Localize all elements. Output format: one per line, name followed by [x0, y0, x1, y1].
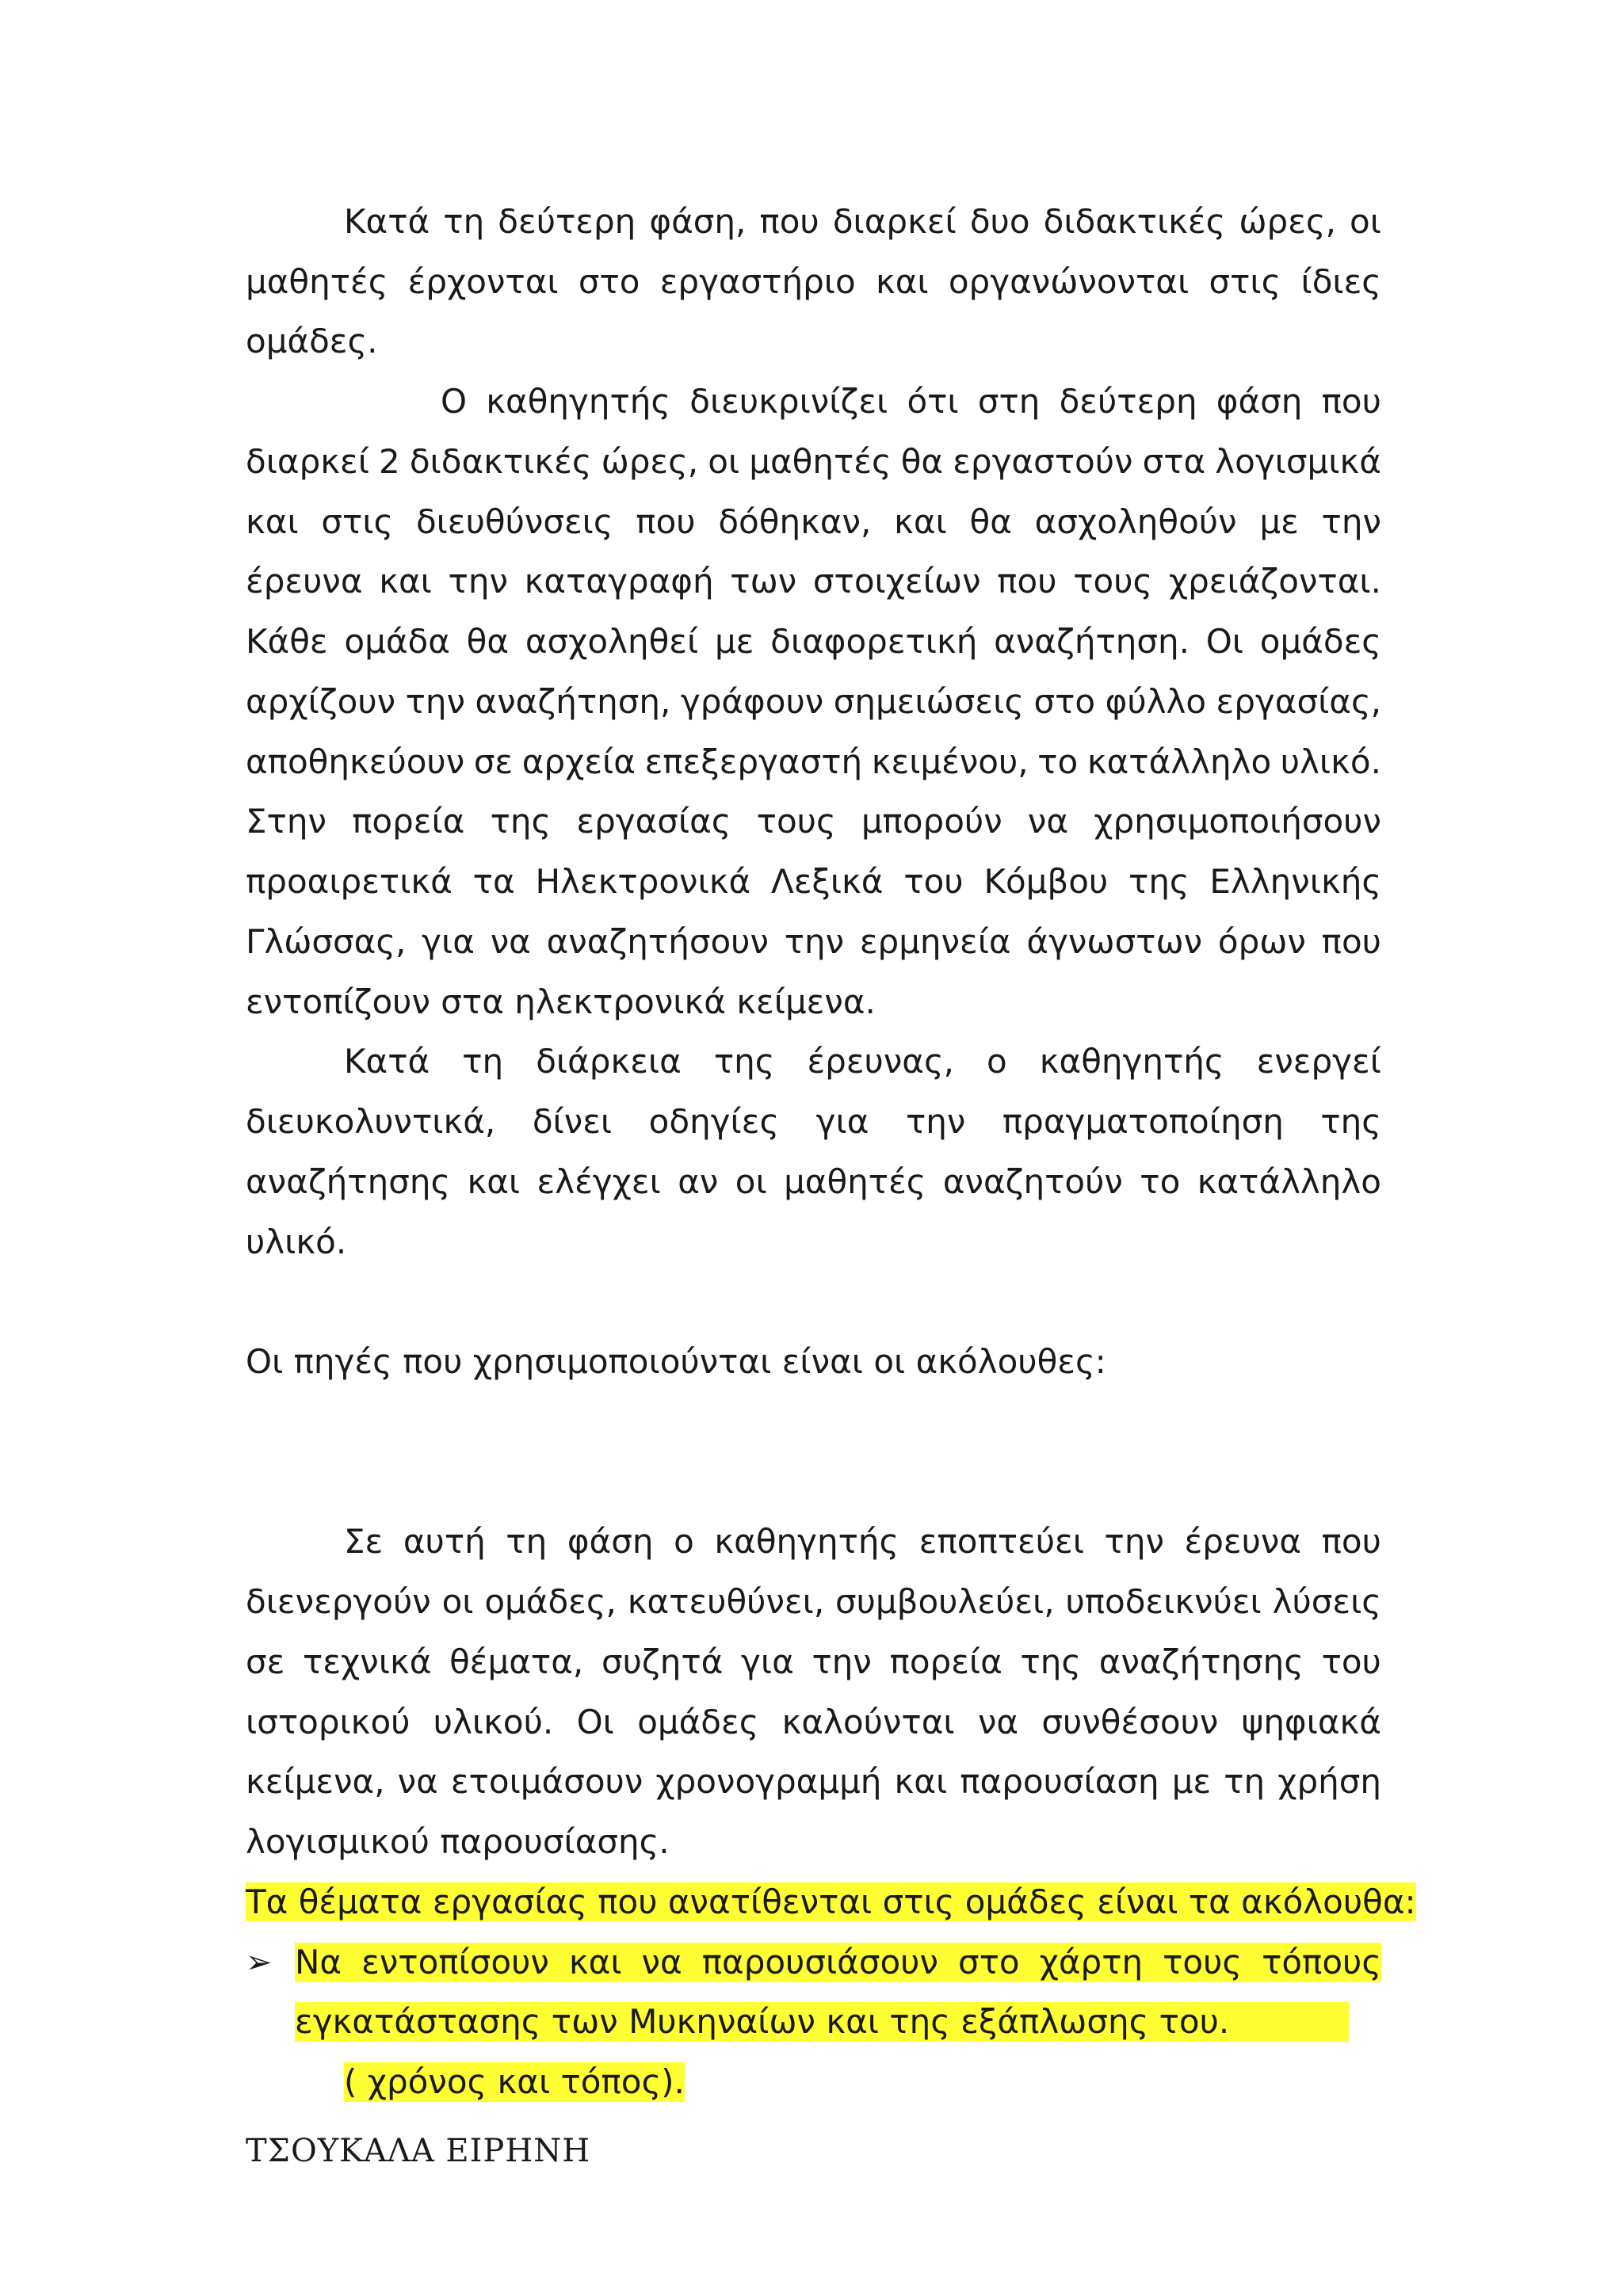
word: διαρκεί	[246, 442, 369, 481]
word: Λεξικά	[770, 862, 884, 901]
word: και	[568, 1943, 622, 1981]
word: δεύτερη	[498, 202, 636, 241]
word: εποπτεύει	[918, 1522, 1084, 1561]
word: φάση	[1216, 382, 1303, 421]
word: 2	[379, 442, 400, 481]
word: αναζήτησης	[1098, 1642, 1304, 1681]
word: τόπους	[1262, 1943, 1381, 1981]
word: φάση	[567, 1522, 654, 1561]
word: οδηγίες	[648, 1102, 780, 1141]
word: ενεργεί	[1256, 1042, 1381, 1081]
text-line	[246, 1703, 1381, 1742]
word: αυτή	[403, 1522, 486, 1561]
word: διευθύνσεις	[415, 502, 613, 541]
word: λογισμικά	[1215, 442, 1381, 481]
word: αναζητούν	[942, 1162, 1123, 1201]
word: ο	[987, 1042, 1007, 1081]
word: όρων	[1217, 922, 1306, 961]
word: στο	[578, 262, 640, 301]
word: για	[815, 1102, 869, 1141]
word: φύλλο	[1105, 682, 1207, 721]
text-line	[246, 922, 1381, 962]
word: αναζήτηση.	[994, 622, 1190, 661]
word: ομάδα	[344, 622, 450, 661]
word: χρήση	[1277, 1762, 1381, 1801]
word: επεξεργαστή	[644, 742, 863, 781]
word: διευκολυντικά,	[246, 1102, 496, 1141]
word: τη	[443, 202, 485, 241]
word: ασχοληθεί	[525, 622, 699, 661]
text-line	[246, 1582, 1381, 1622]
word: την	[812, 1642, 872, 1681]
word: για	[422, 922, 475, 961]
word: χρησιμοποιήσουν	[1094, 802, 1381, 841]
word: τους	[1073, 562, 1153, 601]
word: το	[1037, 742, 1079, 781]
word: διάρκεια	[536, 1042, 682, 1081]
word: δόθηκαν,	[718, 502, 872, 541]
word: ώρες,	[1239, 202, 1336, 241]
word: ερμηνεία	[859, 922, 1011, 961]
word: σε	[246, 1642, 285, 1681]
word: με	[1259, 502, 1299, 541]
text-line	[344, 202, 1381, 242]
word: αρχίζουν	[246, 682, 396, 721]
word: ψηφιακά	[1241, 1703, 1381, 1741]
word: της	[490, 802, 552, 841]
word: στοιχείων	[812, 562, 981, 601]
word: υποδεικνύει	[1065, 1582, 1262, 1621]
word: χάρτη	[1039, 1943, 1144, 1981]
word: το	[1140, 1162, 1181, 1201]
text-line	[246, 682, 1381, 722]
word: θα	[969, 502, 1012, 541]
bullet-tail-text: ( χρόνος και τόπος).	[344, 2062, 685, 2101]
word: Να	[295, 1943, 342, 1981]
word: κειμένου,	[871, 742, 1029, 781]
word: που	[1321, 1522, 1381, 1561]
bullet-line-1	[295, 1943, 1381, 1982]
word: να	[490, 922, 531, 961]
word: την	[784, 922, 845, 961]
word: εργαστούν	[953, 442, 1133, 481]
text-line	[246, 562, 1381, 601]
text-line	[441, 382, 1381, 421]
word: διδακτικές	[409, 442, 592, 481]
word: αν	[678, 1162, 719, 1201]
word: ίδιες	[1300, 262, 1381, 301]
word: μαθητές	[246, 262, 388, 301]
text-line: λογισμικού παρουσίασης.	[246, 1822, 670, 1861]
text-line	[246, 502, 1381, 542]
word: αναζήτησης	[246, 1162, 451, 1201]
word: θα	[900, 442, 944, 481]
word: την	[1104, 1522, 1164, 1561]
word: Στην	[246, 802, 327, 841]
word: καθηγητής	[714, 1522, 899, 1561]
word: που	[636, 502, 696, 541]
word: καλούνται	[781, 1703, 955, 1741]
word: ιστορικού	[246, 1703, 411, 1741]
word: έρχονται	[407, 262, 559, 301]
word: άγνωστων	[1026, 922, 1203, 961]
word: στο	[957, 1943, 1020, 1981]
word: εργασίας,	[1216, 682, 1381, 721]
word: κατευθύνει,	[627, 1582, 825, 1621]
word: δυο	[969, 202, 1030, 241]
word: και	[894, 502, 947, 541]
word: που	[997, 562, 1057, 601]
word: ασχοληθούν	[1034, 502, 1237, 541]
word: Οι	[1205, 622, 1243, 661]
word: του	[1321, 1642, 1381, 1681]
word: εργαστήριο	[659, 262, 856, 301]
word: δεύτερη	[1059, 382, 1197, 421]
word: και	[894, 1762, 948, 1801]
bullet-line-2: εγκατάστασης των Μυκηναίων και της εξάπλωσης του.	[295, 2002, 1349, 2042]
word: με	[714, 622, 754, 661]
word: του	[903, 862, 964, 901]
word: ώρες,	[601, 442, 699, 481]
word: Σε	[344, 1522, 384, 1561]
word: πραγματοποίηση	[1002, 1102, 1284, 1141]
word: παρουσιάσουν	[701, 1943, 938, 1981]
word: που	[1321, 382, 1381, 421]
word: φάση,	[649, 202, 747, 241]
word: χρειάζονται.	[1168, 562, 1381, 601]
word: αναζήτηση,	[475, 682, 671, 721]
word: θέματα,	[449, 1642, 584, 1681]
word: δίνει	[532, 1102, 613, 1141]
word: διαρκεί	[832, 202, 957, 241]
word: υλικό.	[1280, 742, 1381, 781]
word: λύσεις	[1272, 1582, 1381, 1621]
word: Ο	[441, 382, 468, 421]
word: της	[1128, 862, 1190, 901]
word: αρχεία	[521, 742, 636, 781]
word: Κόμβου	[983, 862, 1109, 901]
word: οι	[441, 1582, 474, 1621]
text-line	[246, 262, 1381, 302]
word: Κατά	[344, 202, 430, 241]
text-line	[246, 1162, 1381, 1202]
word: και	[246, 502, 299, 541]
text-line: εντοπίζουν στα ηλεκτρονικά κείμενα.	[246, 982, 876, 1021]
word: τη	[462, 1042, 504, 1081]
word: αναζητήσουν	[546, 922, 769, 961]
word: Ελληνικής	[1209, 862, 1381, 901]
word: υλικού.	[433, 1703, 554, 1741]
word: μαθητές	[784, 1162, 926, 1201]
word: ομάδες	[1259, 622, 1381, 661]
word: να	[641, 1943, 682, 1981]
word: γράφουν	[680, 682, 824, 721]
word: που	[1321, 922, 1381, 961]
highlight-heading-text: Τα θέματα εργασίας που ανατίθενται στις ομάδες είναι τα ακόλουθα:	[246, 1882, 1416, 1921]
word: διενεργούν	[246, 1582, 431, 1621]
word: καθηγητής	[486, 382, 671, 421]
text-line	[246, 1762, 1381, 1802]
word: την	[1321, 502, 1381, 541]
word: χρονογραμμή	[655, 1762, 882, 1801]
word: με	[1171, 1762, 1212, 1801]
word: τους	[1163, 1943, 1243, 1981]
word: κείμενα,	[246, 1762, 385, 1801]
word: και	[467, 1162, 521, 1201]
word: να	[977, 1703, 1019, 1741]
word: συνθέσουν	[1041, 1703, 1219, 1741]
word: να	[1027, 802, 1069, 841]
word: και	[875, 262, 929, 301]
word: ομάδες,	[484, 1582, 617, 1621]
word: για	[741, 1642, 794, 1681]
text-line	[246, 622, 1381, 662]
word: αποθηκεύουν	[246, 742, 465, 781]
word: πορεία	[889, 1642, 1002, 1681]
word: συμβουλεύει,	[835, 1582, 1055, 1621]
text-line	[246, 802, 1381, 841]
word: κατάλληλο	[1197, 1162, 1381, 1201]
word: οι	[1350, 202, 1381, 241]
highlight-heading	[246, 1882, 1416, 1922]
word: της	[713, 1042, 775, 1081]
word: κατάλληλο	[1086, 742, 1272, 781]
text-line: υλικό.	[246, 1222, 347, 1261]
word: έρευνα	[1184, 1522, 1302, 1561]
word: στις	[1209, 262, 1281, 301]
word: να	[397, 1762, 438, 1801]
word: τα	[472, 862, 515, 901]
word: διευκρινίζει	[689, 382, 888, 421]
word: έρευνα	[246, 562, 363, 601]
text-line	[344, 1042, 1381, 1081]
word: διαφορετική	[770, 622, 978, 661]
word: και	[379, 562, 432, 601]
word: εντοπίσουν	[361, 1943, 549, 1981]
word: μαθητές	[749, 442, 892, 481]
word: σε	[473, 742, 514, 781]
text-line	[344, 1522, 1381, 1562]
word: μπορούν	[861, 802, 1002, 841]
word: οργανώνονται	[948, 262, 1190, 301]
word: προαιρετικά	[246, 862, 453, 901]
word: Κατά	[344, 1042, 430, 1081]
word: θα	[466, 622, 510, 661]
word: πορεία	[352, 802, 465, 841]
word: στις	[321, 502, 394, 541]
text-line	[246, 742, 1381, 782]
word: στη	[977, 382, 1041, 421]
word: την	[905, 1102, 966, 1141]
text-line: Οι πηγές που χρησιμοποιούνται είναι οι ακόλουθες:	[246, 1342, 1106, 1381]
word: παρουσίαση	[960, 1762, 1159, 1801]
word: οι	[708, 442, 740, 481]
word: που	[759, 202, 819, 241]
word: οι	[735, 1162, 767, 1201]
word: ετοιμάσουν	[450, 1762, 643, 1801]
word: στο	[1033, 682, 1096, 721]
arrow-bullet-icon: ➢	[246, 1944, 273, 1981]
word: συζητά	[601, 1642, 724, 1681]
word: της	[1320, 1102, 1381, 1141]
word: τη	[1224, 1762, 1266, 1801]
word: καταγραφή	[524, 562, 714, 601]
text-line	[246, 442, 1381, 482]
word: ομάδες	[637, 1703, 759, 1741]
word: ελέγχει	[537, 1162, 661, 1201]
word: διδακτικές	[1043, 202, 1226, 241]
word: σημειώσεις	[833, 682, 1024, 721]
word: Οι	[576, 1703, 614, 1741]
word: τους	[756, 802, 836, 841]
text-line	[246, 1102, 1381, 1142]
word: εργασίας	[576, 802, 731, 841]
text-line	[246, 1642, 1381, 1682]
text-line: ομάδες.	[246, 322, 378, 360]
text-line	[246, 862, 1381, 902]
word: την	[448, 562, 508, 601]
word: Γλώσσας,	[246, 922, 407, 961]
word: την	[405, 682, 466, 721]
word: τη	[506, 1522, 548, 1561]
word: ο	[674, 1522, 694, 1561]
word: ότι	[907, 382, 959, 421]
word: Κάθε	[246, 622, 328, 661]
word: της	[1020, 1642, 1082, 1681]
word: στα	[1142, 442, 1206, 481]
word: έρευνας,	[807, 1042, 954, 1081]
word: Ηλεκτρονικά	[535, 862, 751, 901]
word: τεχνικά	[303, 1642, 432, 1681]
word: καθηγητής	[1039, 1042, 1224, 1081]
footer-author: ΤΣΟΥΚΑΛΑ ΕΙΡΗΝΗ	[246, 2133, 591, 2169]
word: των	[730, 562, 797, 601]
